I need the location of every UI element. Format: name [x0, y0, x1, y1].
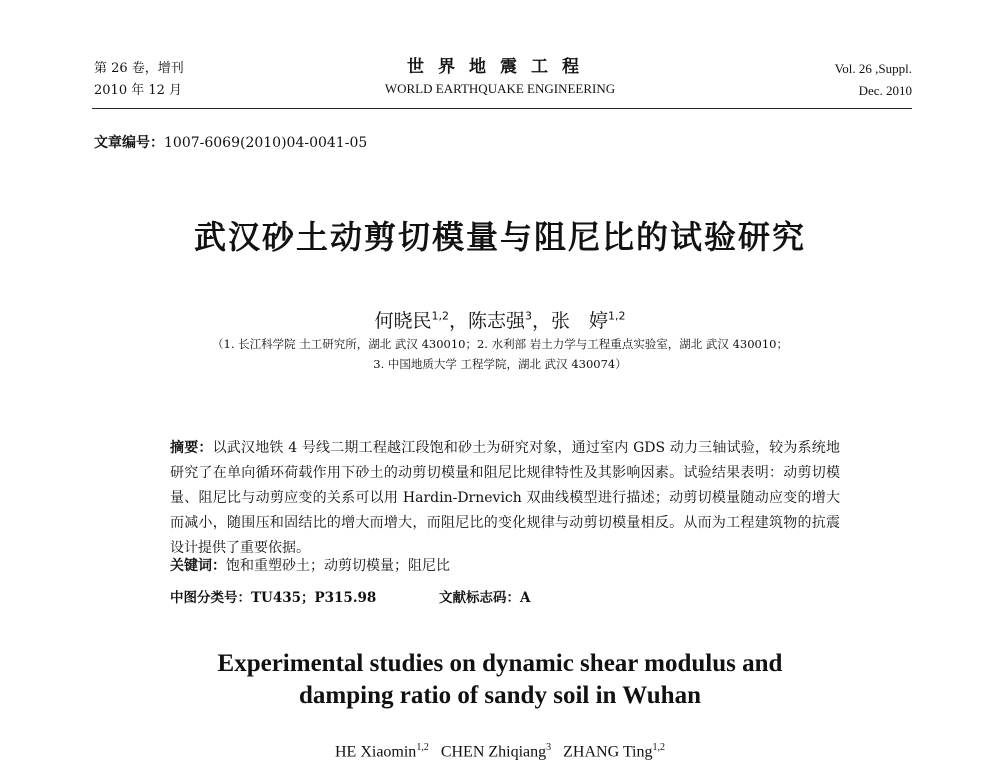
- header-volume-cn: [94, 58, 184, 102]
- author-affil-sup: 1,2: [431, 309, 449, 323]
- keywords-cn: [170, 555, 450, 575]
- article-number-label: 文章编号：: [94, 135, 164, 151]
- paper-title-en: [100, 648, 900, 712]
- abstract-label: 摘要：: [170, 440, 213, 456]
- author-affil-sup: 3: [525, 309, 532, 323]
- journal-name-en: WORLD EARTHQUAKE ENGINEERING: [384, 81, 616, 96]
- affiliation-line: 3. 中国地质大学 工程学院，湖北 武汉 430074）: [373, 357, 627, 371]
- author-name: 何晓民: [374, 310, 432, 332]
- author-affil-sup: 1,2: [608, 309, 626, 323]
- keywords-text: 饱和重塑砂土；动剪切模量；阻尼比: [226, 558, 450, 574]
- doc-code-label: 文献标志码：: [439, 590, 521, 606]
- keywords-label: 关键词：: [170, 558, 226, 574]
- author-en-name: HE Xiaomin: [334, 743, 417, 761]
- article-number: [94, 132, 367, 152]
- date-en: Dec. 2010: [858, 83, 912, 98]
- author-name: 张 婷: [551, 310, 609, 332]
- header-volume-en: [835, 58, 912, 102]
- title-en-line: damping ratio of sandy soil in Wuhan: [299, 682, 701, 709]
- abstract-cn: [170, 436, 840, 561]
- date-cn: 2010 年 12 月: [94, 83, 183, 98]
- author-en-sup: 1,2: [416, 742, 429, 753]
- volume-cn: 第 26 卷，增刊: [94, 61, 184, 76]
- paper-title-cn: 武汉砂土动剪切模量与阻尼比的试验研究: [193, 218, 806, 256]
- volume-en: Vol. 26 ,Suppl.: [834, 61, 912, 76]
- clc-value: TU435；P315.98: [251, 590, 377, 606]
- article-number-value: 1007-6069(2010)04-0041-05: [164, 135, 368, 151]
- journal-name-cn: 世界地震工程: [407, 57, 593, 77]
- author-en-name: CHEN Zhiqiang: [440, 743, 547, 761]
- author-en-sup: 3: [546, 742, 552, 753]
- title-en-line: Experimental studies on dynamic shear modulus and: [217, 650, 783, 677]
- doc-code-value: A: [520, 590, 531, 606]
- classification: [170, 586, 531, 606]
- author-sep: ，: [448, 310, 468, 332]
- journal-name: [300, 56, 700, 100]
- author-en-name: ZHANG Ting: [563, 743, 653, 761]
- clc-label: 中图分类号：: [170, 590, 251, 606]
- header-rule: [92, 108, 912, 109]
- author-en-sup: 1,2: [652, 742, 665, 753]
- abstract-text: 以武汉地铁 4 号线二期工程越江段饱和砂土为研究对象，通过室内 GDS 动力三轴试验，较为系统地研究了在单向循环荷载作用下砂土的动剪切模量和阻尼比规律特性及其影响因素。试验结果表明：动剪切模量、阻尼比与动剪应变的关系可以用 Hardin-Drnevich 双曲线模型进行描述；动剪切模量随动应变的增大而减小，随围压和固结比的增大而增大，而阻尼比的变化规律与动剪切模量相反。从而为工程建筑物的抗震设计提供了重要依据。: [170, 440, 840, 556]
- authors-en: [200, 742, 800, 761]
- author-sep: ，: [532, 310, 552, 332]
- affiliation-line: （1. 长江科学院 土工研究所，湖北 武汉 430010；2. 水利部 岩土力学与工程重点实验室，湖北 武汉 430010；: [212, 337, 788, 351]
- affiliations: [120, 334, 880, 374]
- authors-cn: [100, 306, 900, 333]
- author-name: 陈志强: [467, 310, 525, 332]
